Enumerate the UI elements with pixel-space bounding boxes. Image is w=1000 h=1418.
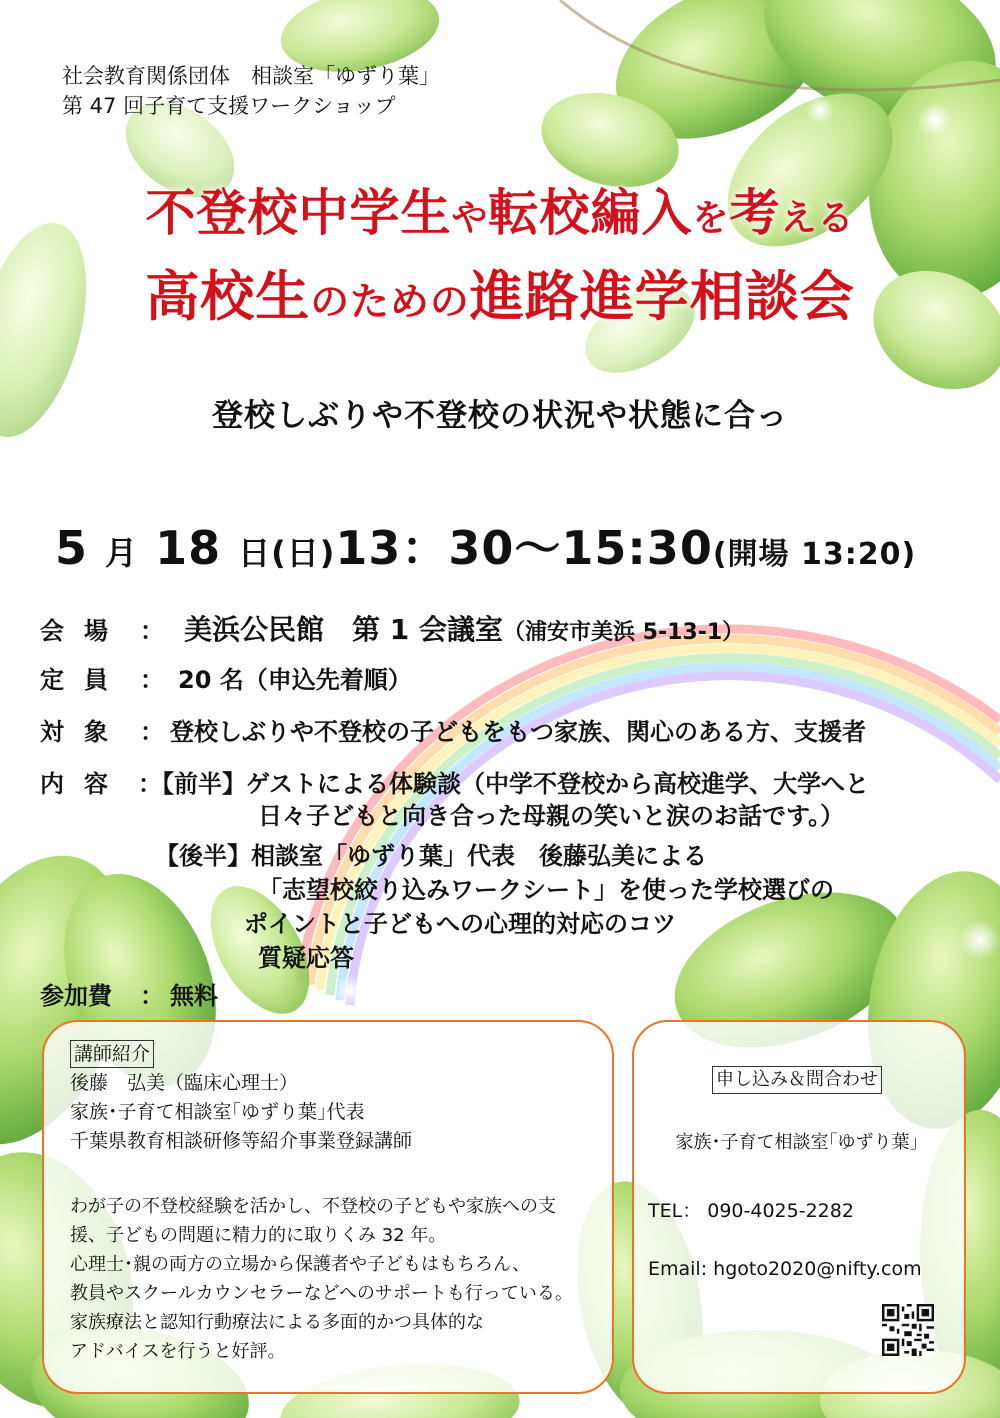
date-weekday: (日)	[271, 534, 336, 572]
title-part: える	[780, 198, 855, 239]
title-part: 不登校中学生	[145, 184, 452, 242]
content-label: 内容	[40, 770, 128, 798]
venue-address: （浦安市美浜 5-13-1）	[502, 620, 745, 645]
instructor-section	[70, 1040, 412, 1156]
workshop-number: 第 47 回子育て支援ワークショップ	[62, 94, 396, 118]
date-month: 5	[55, 521, 89, 575]
contact-email[interactable]: Email: hgoto2020@nifty.com	[648, 1258, 922, 1280]
main-title-line1	[0, 180, 1000, 252]
colon: ：	[140, 982, 164, 1010]
qr-code-icon[interactable]	[882, 1304, 934, 1356]
date-day: 18	[155, 521, 222, 575]
contact-heading: 申し込み＆問合わせ	[712, 1066, 882, 1094]
title-part: 転校編入	[488, 184, 693, 242]
title-part: 考	[729, 184, 781, 242]
main-title-line2	[0, 262, 1000, 338]
bio-line: 援、子どもの問題に精力的に取りくみ 32 年。	[70, 1225, 447, 1246]
second-half-row	[155, 836, 707, 871]
colon: ：	[138, 770, 162, 798]
instructor-name: 後藤 弘美（臨床心理士）	[70, 1072, 299, 1094]
target-row	[40, 712, 866, 747]
title-part: のための	[310, 280, 470, 325]
date-month-unit: 月	[105, 534, 139, 572]
fee-row	[40, 976, 218, 1011]
target-label: 対象	[40, 718, 128, 746]
second-half-line: 質疑応答	[258, 944, 354, 972]
bio-line: アドバイスを行うと好評。	[70, 1341, 286, 1362]
first-half-line: 日々子どもと向き合った母親の笑いと涙のお話です。）	[258, 802, 845, 830]
instructor-heading: 講師紹介	[70, 1040, 154, 1068]
instructor-bio	[70, 1192, 573, 1366]
venue-row	[40, 608, 744, 648]
capacity-label: 定員	[40, 666, 128, 694]
venue-label: 会場	[40, 617, 128, 645]
bio-line: 教員やスクールカウンセラーなどへのサポートも行っている。	[70, 1283, 573, 1304]
capacity-value: 20 名（申込先着順）	[178, 666, 412, 694]
second-half-line: 相談室「ゆずり葉」代表 後藤弘美による	[251, 842, 707, 870]
capacity-row	[40, 660, 412, 695]
first-half-label: 【前半】	[162, 770, 246, 798]
target-value: 登校しぶりや不登校の子どもをもつ家族、関心のある方、支援者	[170, 718, 866, 746]
content-row	[40, 764, 869, 799]
doors-open: (開場 13:20)	[712, 537, 917, 572]
contact-phone[interactable]: TEL： 090-4025-2282	[648, 1200, 854, 1222]
bio-line: 家族療法と認知行動療法による多面的かつ具体的な	[70, 1312, 484, 1333]
bio-line: わが子の不登校経験を活かし、不登校の子どもや家族への支	[70, 1196, 556, 1217]
instructor-role: 千葉県教育相談研修等紹介事業登録講師	[70, 1130, 413, 1152]
contact-org: 家族･子育て相談室｢ゆずり葉｣	[675, 1132, 919, 1153]
bio-line: 心理士･親の両方の立場から保護者や子どもはもちろん、	[70, 1254, 531, 1275]
instructor-role: 家族･子育て相談室｢ゆずり葉｣代表	[70, 1101, 365, 1123]
title-part: を	[692, 198, 730, 239]
venue-name: 美浜公民館 第 1 会議室	[184, 613, 503, 646]
fee-value: 無料	[170, 982, 218, 1010]
title-part: 高校生	[145, 265, 311, 328]
colon: ：	[140, 666, 164, 694]
colon: ：	[140, 617, 164, 645]
second-half-label: 【後半】	[155, 842, 251, 870]
colon: ：	[140, 718, 164, 746]
second-half-line: 「志望校絞り込みワークシート」を使った学校選びの	[258, 876, 834, 904]
contact-heading-wrap	[632, 1066, 962, 1094]
subtitle: 登校しぶりや不登校の状況や状態に合っ	[212, 398, 788, 434]
title-part: や	[451, 198, 489, 239]
second-half-line: ポイントと子どもへの心理的対応のコツ	[244, 910, 676, 938]
event-date	[55, 512, 916, 578]
first-half-line: ゲストによる体験談（中学不登校から高校進学、大学へと	[246, 770, 870, 798]
title-part: 進路進学相談会	[469, 265, 855, 328]
date-day-unit: 日	[238, 534, 272, 572]
event-time: 13：30～15:30	[335, 521, 713, 575]
organizer-line: 社会教育関係団体 相談室「ゆずり葉」	[62, 64, 440, 88]
fee-label: 参加費	[40, 982, 112, 1010]
